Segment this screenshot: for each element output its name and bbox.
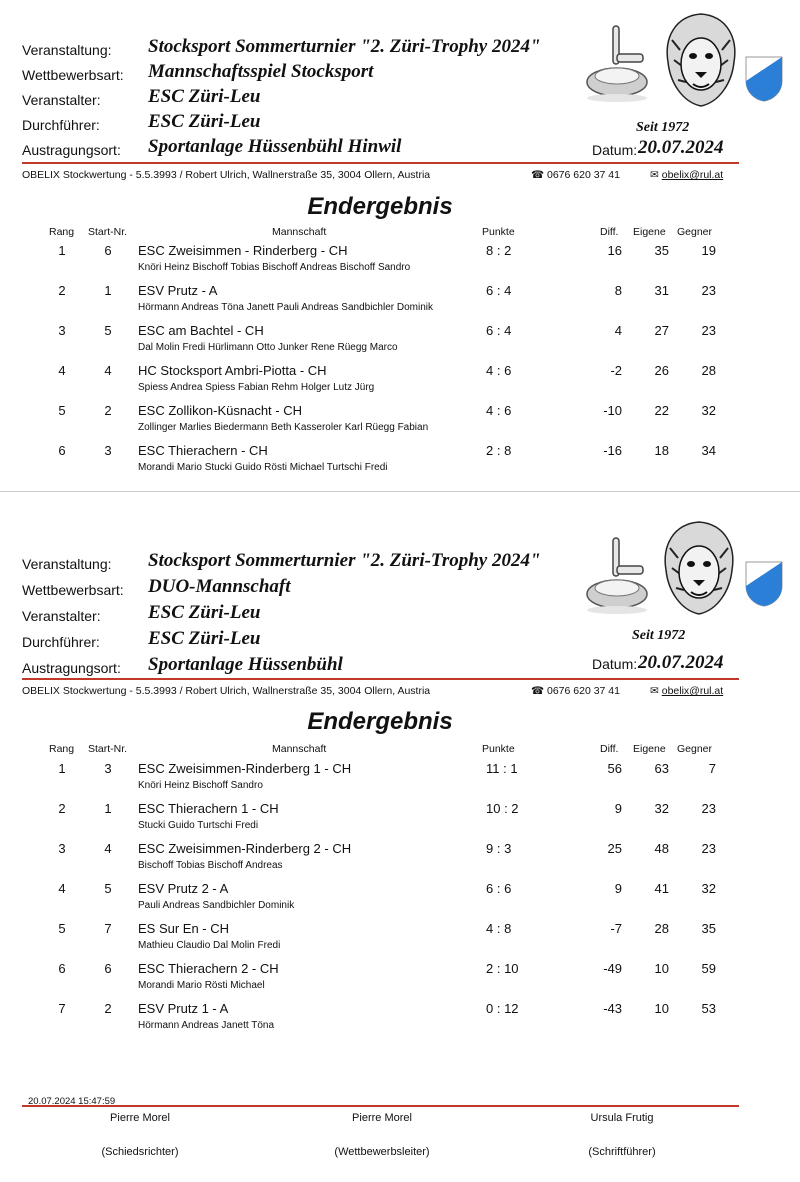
header-value: ESC Züri-Leu [148, 602, 261, 623]
column-header-start: Start-Nr. [88, 743, 128, 755]
team-name: ESV Prutz - A [138, 283, 218, 298]
start-number-cell: 3 [104, 443, 112, 458]
points-cell: 4 : 6 [486, 363, 512, 378]
diff-cell: -49 [603, 961, 622, 976]
team-players: Morandi Mario Stucki Guido Rösti Michael Turtschi Fredi [138, 462, 388, 473]
eigene-cell: 48 [654, 841, 669, 856]
points-cell: 6 : 6 [486, 881, 512, 896]
column-header-diff: Diff. [600, 743, 619, 755]
lion-logo-icon [658, 518, 740, 618]
team-players: Hörmann Andreas Janett Töna [138, 1020, 275, 1031]
team-name: ESC Zweisimmen-Rinderberg 1 - CH [138, 761, 352, 776]
points-cell: 2 : 10 [486, 961, 519, 976]
points-cell: 11 : 1 [486, 761, 518, 776]
column-header-gegner: Gegner [677, 226, 713, 238]
team-players: Spiess Andrea Spiess Fabian Rehm Holger Lutz Jürg [138, 382, 375, 393]
start-number-cell: 2 [104, 403, 112, 418]
signature-name: Pierre Morel [110, 1112, 170, 1124]
datum-value: 20.07.2024 [638, 137, 724, 158]
team-name: ESC am Bachtel - CH [138, 323, 264, 338]
email-contact [650, 685, 723, 697]
header-row-durchfuehrer [22, 111, 622, 135]
start-number-cell: 3 [104, 761, 112, 776]
team-players: Zollinger Marlies Biedermann Beth Kasseroler Karl Rüegg Fabian [138, 422, 429, 433]
team-name: ESC Thierachern 1 - CH [138, 801, 279, 816]
result-sheet-duo [0, 492, 800, 1092]
points-cell: 10 : 2 [486, 801, 519, 816]
header-row-veranstalter [22, 602, 622, 626]
points-cell: 6 : 4 [486, 283, 512, 298]
eigene-cell: 35 [654, 243, 669, 258]
signature-name: Pierre Morel [352, 1112, 412, 1124]
page-title: Endergebnis [307, 708, 453, 735]
column-header-gegner: Gegner [677, 743, 713, 755]
gegner-cell: 23 [701, 841, 716, 856]
eigene-cell: 10 [654, 1001, 669, 1016]
datum-value: 20.07.2024 [638, 652, 724, 673]
header-row-wettbewerbsart [22, 61, 622, 85]
rank-cell: 7 [58, 1001, 66, 1016]
start-number-cell: 5 [104, 881, 112, 896]
gegner-cell: 23 [701, 801, 716, 816]
zurich-flag-icon [744, 560, 784, 608]
header-label: Wettbewerbsart: [22, 67, 124, 83]
team-players: Morandi Mario Rösti Michael [138, 980, 265, 991]
seit-label: Seit 1972 [632, 628, 686, 643]
rank-cell: 5 [58, 921, 66, 936]
header-row-veranstaltung [22, 36, 622, 60]
result-sheet-mannschaft [0, 0, 800, 492]
start-number-cell: 6 [104, 243, 112, 258]
eigene-cell: 63 [654, 761, 669, 776]
column-header-mannschaft: Mannschaft [272, 226, 327, 238]
mail-icon: ✉ [650, 685, 659, 697]
gegner-cell: 23 [701, 283, 716, 298]
header-label: Durchführer: [22, 634, 100, 650]
column-header-punkte: Punkte [482, 226, 515, 238]
header-value: DUO-Mannschaft [148, 576, 291, 597]
team-players: Hörmann Andreas Töna Janett Pauli Andreas Sandbichler Dominik [138, 302, 433, 313]
header-value: ESC Züri-Leu [148, 86, 261, 107]
team-players: Knöri Heinz Bischoff Tobias Bischoff Andreas Bischoff Sandro [138, 262, 411, 273]
rank-cell: 1 [58, 243, 66, 258]
lion-logo-icon [660, 10, 742, 110]
column-header-diff: Diff. [600, 226, 619, 238]
header-value: Sportanlage Hüssenbühl [148, 654, 343, 675]
header-label: Veranstalter: [22, 608, 101, 624]
zurich-flag-icon [744, 55, 784, 103]
diff-cell: -7 [610, 921, 622, 936]
header-value: ESC Züri-Leu [148, 111, 261, 132]
eigene-cell: 28 [654, 921, 669, 936]
start-number-cell: 4 [104, 363, 112, 378]
team-players: Dal Molin Fredi Hürlimann Otto Junker Rene Rüegg Marco [138, 342, 398, 353]
header-label: Veranstaltung: [22, 42, 112, 58]
phone-number: ☎ 0676 620 37 41 [531, 169, 620, 181]
rank-cell: 3 [58, 841, 66, 856]
gegner-cell: 32 [701, 881, 716, 896]
gegner-cell: 7 [708, 761, 716, 776]
diff-cell: -2 [610, 363, 622, 378]
column-header-eigene: Eigene [633, 743, 666, 755]
header-value: Mannschaftsspiel Stocksport [148, 61, 374, 82]
print-timestamp: 20.07.2024 15:47:59 [28, 1096, 116, 1107]
email-contact [650, 169, 723, 181]
points-cell: 0 : 12 [486, 1001, 519, 1016]
rank-cell: 3 [58, 323, 66, 338]
diff-cell: 16 [607, 243, 622, 258]
eigene-cell: 26 [654, 363, 669, 378]
eisstock-icon [583, 24, 655, 106]
gegner-cell: 32 [701, 403, 716, 418]
points-cell: 4 : 6 [486, 403, 512, 418]
points-cell: 8 : 2 [486, 243, 512, 258]
header-row-veranstalter [22, 86, 622, 110]
gegner-cell: 19 [701, 243, 716, 258]
team-players: Bischoff Tobias Bischoff Andreas [138, 860, 283, 871]
team-name: ESC Zweisimmen - Rinderberg - CH [138, 243, 348, 258]
header-value: Stocksport Sommerturnier "2. Züri-Trophy 2024" [148, 36, 541, 57]
team-name: ES Sur En - CH [138, 921, 230, 936]
team-players: Stucki Guido Turtschi Fredi [138, 820, 259, 831]
email-address[interactable]: obelix@rul.at [661, 169, 724, 181]
gegner-cell: 28 [701, 363, 716, 378]
eigene-cell: 31 [654, 283, 669, 298]
points-cell: 4 : 8 [486, 921, 512, 936]
start-number-cell: 6 [104, 961, 112, 976]
diff-cell: 25 [607, 841, 622, 856]
gegner-cell: 34 [701, 443, 716, 458]
points-cell: 9 : 3 [486, 841, 512, 856]
team-players: Mathieu Claudio Dal Molin Fredi [138, 940, 281, 951]
software-info: OBELIX Stockwertung - 5.5.3993 / Robert Ulrich, Wallnerstraße 35, 3004 Ollern, Austria [22, 685, 431, 697]
header-value: Sportanlage Hüssenbühl Hinwil [148, 136, 402, 157]
column-header-rang: Rang [49, 226, 75, 238]
start-number-cell: 5 [104, 323, 112, 338]
team-name: HC Stocksport Ambri-Piotta - CH [138, 363, 327, 378]
seit-label: Seit 1972 [636, 120, 690, 135]
datum-label: Datum: [592, 656, 638, 672]
start-number-cell: 4 [104, 841, 112, 856]
header-divider [22, 678, 739, 680]
team-players: Pauli Andreas Sandbichler Dominik [138, 900, 295, 911]
email-address[interactable]: obelix@rul.at [661, 685, 724, 697]
header-label: Durchführer: [22, 117, 100, 133]
team-name: ESV Prutz 1 - A [138, 1001, 229, 1016]
header-value: Stocksport Sommerturnier "2. Züri-Trophy 2024" [148, 550, 541, 571]
team-name: ESC Thierachern 2 - CH [138, 961, 279, 976]
header-label: Austragungsort: [22, 660, 121, 676]
rank-cell: 6 [58, 961, 66, 976]
header-label: Austragungsort: [22, 142, 121, 158]
rank-cell: 4 [58, 363, 66, 378]
header-label: Veranstalter: [22, 92, 101, 108]
column-header-mannschaft: Mannschaft [272, 743, 327, 755]
phone-number: ☎ 0676 620 37 41 [531, 685, 620, 697]
gegner-cell: 23 [701, 323, 716, 338]
eigene-cell: 27 [654, 323, 669, 338]
header-label: Wettbewerbsart: [22, 582, 124, 598]
signature-role: (Wettbewerbsleiter) [334, 1146, 430, 1158]
start-number-cell: 1 [104, 801, 112, 816]
signature-role: (Schriftführer) [588, 1146, 656, 1158]
eisstock-icon [583, 536, 655, 618]
start-number-cell: 7 [104, 921, 112, 936]
gegner-cell: 59 [701, 961, 716, 976]
start-number-cell: 1 [104, 283, 112, 298]
start-number-cell: 2 [104, 1001, 112, 1016]
page-title: Endergebnis [307, 193, 453, 220]
header-value: ESC Züri-Leu [148, 628, 261, 649]
rank-cell: 1 [58, 761, 66, 776]
header-row-veranstaltung [22, 550, 622, 574]
header-row-austragungsort [22, 654, 622, 678]
gegner-cell: 35 [701, 921, 716, 936]
team-name: ESC Zweisimmen-Rinderberg 2 - CH [138, 841, 352, 856]
column-header-punkte: Punkte [482, 743, 515, 755]
mail-icon: ✉ [650, 169, 659, 181]
eigene-cell: 10 [654, 961, 669, 976]
eigene-cell: 32 [654, 801, 669, 816]
team-players: Knöri Heinz Bischoff Sandro [138, 780, 263, 791]
header-divider [22, 162, 739, 164]
team-name: ESC Zollikon-Küsnacht - CH [138, 403, 302, 418]
header-row-wettbewerbsart [22, 576, 622, 600]
header-label: Veranstaltung: [22, 556, 112, 572]
points-cell: 2 : 8 [486, 443, 512, 458]
column-header-rang: Rang [49, 743, 75, 755]
column-header-start: Start-Nr. [88, 226, 128, 238]
eigene-cell: 41 [654, 881, 669, 896]
rank-cell: 2 [58, 801, 66, 816]
eigene-cell: 22 [654, 403, 669, 418]
rank-cell: 2 [58, 283, 66, 298]
diff-cell: -10 [603, 403, 622, 418]
header-row-austragungsort [22, 136, 622, 160]
team-name: ESC Thierachern - CH [138, 443, 268, 458]
eigene-cell: 18 [654, 443, 669, 458]
column-header-eigene: Eigene [633, 226, 666, 238]
signature-name: Ursula Frutig [590, 1112, 654, 1124]
diff-cell: -16 [603, 443, 622, 458]
rank-cell: 4 [58, 881, 66, 896]
software-info: OBELIX Stockwertung - 5.5.3993 / Robert Ulrich, Wallnerstraße 35, 3004 Ollern, Austria [22, 169, 431, 181]
diff-cell: 56 [607, 761, 622, 776]
diff-cell: 4 [614, 323, 622, 338]
signature-role: (Schiedsrichter) [101, 1146, 179, 1158]
team-name: ESV Prutz 2 - A [138, 881, 229, 896]
rank-cell: 6 [58, 443, 66, 458]
points-cell: 6 : 4 [486, 323, 512, 338]
gegner-cell: 53 [701, 1001, 716, 1016]
diff-cell: 9 [614, 881, 622, 896]
diff-cell: 8 [614, 283, 622, 298]
diff-cell: 9 [614, 801, 622, 816]
footer-divider [22, 1105, 739, 1107]
rank-cell: 5 [58, 403, 66, 418]
datum-label: Datum: [592, 142, 638, 158]
diff-cell: -43 [603, 1001, 622, 1016]
header-row-durchfuehrer [22, 628, 622, 652]
